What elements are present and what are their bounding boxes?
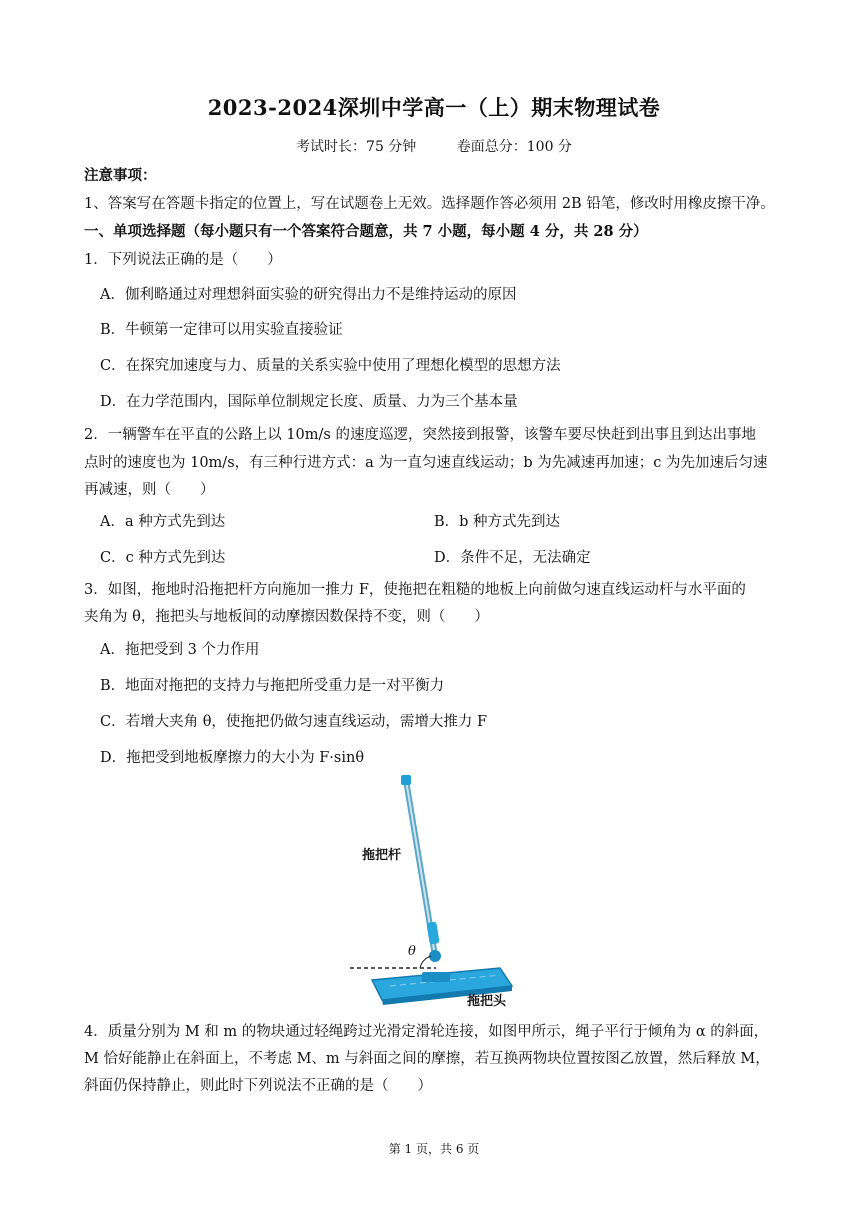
angle-theta-label: θ (408, 944, 416, 959)
question-3-stem-line-1: 3．如图，拖地时沿拖把杆方向施加一推力 F，使拖把在粗糙的地板上向前做匀速直线运动杆与水平面的 (84, 582, 746, 598)
exam-total-score: 卷面总分：100 分 (456, 139, 572, 155)
question-4-stem-line-1: 4．质量分别为 M 和 m 的物块通过轻绳跨过光滑定滑轮连接，如图甲所示，绳子平行于倾角为 α 的斜面， (84, 1024, 769, 1040)
question-2-stem-line-2: 点时的速度也为 10m/s，有三种行进方式：a 为一直匀速直线运动；b 为先减速再加速；c 为先加速后匀速 (84, 455, 768, 471)
question-3-option-b: B．地面对拖把的支持力与拖把所受重力是一对平衡力 (100, 678, 445, 694)
mop-head-label: 拖把头 (467, 994, 507, 1009)
question-3-stem-line-2: 夹角为 θ，拖把头与地板间的动摩擦因数保持不变，则（ ） (84, 609, 489, 625)
question-2-option-b: B．b 种方式先到达 (434, 514, 561, 530)
question-2-stem-line-3: 再减速，则（ ） (84, 482, 215, 498)
question-2-option-a: A．a 种方式先到达 (100, 514, 226, 530)
mop-illustration (350, 772, 530, 1012)
question-4-stem-line-2: M 恰好能静止在斜面上，不考虑 M、m 与斜面之间的摩擦，若互换两物块位置按图乙放置，然后释放 M， (84, 1051, 770, 1067)
question-3-option-c: C．若增大夹角 θ，使拖把仍做匀速直线运动，需增大推力 F (100, 714, 488, 730)
question-2-option-d: D．条件不足，无法确定 (434, 550, 591, 566)
question-1-option-d: D．在力学范围内，国际单位制规定长度、质量、力为三个基本量 (100, 394, 518, 410)
question-3-option-a: A．拖把受到 3 个力作用 (100, 642, 260, 658)
exam-duration: 考试时长：75 分钟 (296, 139, 417, 155)
question-1-option-b: B．牛顿第一定律可以用实验直接验证 (100, 322, 343, 338)
notes-heading: 注意事项： (84, 167, 157, 184)
page-footer: 第 1 页，共 6 页 (388, 1142, 480, 1156)
question-3-option-d: D．拖把受到地板摩擦力的大小为 F·sinθ (100, 750, 365, 766)
notes-item-1: 1、答案写在答题卡指定的位置上，写在试题卷上无效。选择题作答必须用 2B 铅笔，修改时用橡皮擦干净。 (84, 196, 775, 212)
mop-figure (350, 772, 530, 1012)
question-1-stem: 1．下列说法正确的是（ ） (84, 252, 282, 268)
exam-info (0, 136, 868, 156)
question-2-option-c: C．c 种方式先到达 (100, 550, 226, 566)
question-4-stem-line-3: 斜面仍保持静止，则此时下列说法不正确的是（ ） (84, 1078, 432, 1094)
section-heading: 一、单项选择题（每小题只有一个答案符合题意，共 7 小题，每小题 4 分，共 28 分） (84, 223, 648, 240)
mop-rod-label: 拖把杆 (362, 848, 402, 863)
question-1-option-a: A．伽利略通过对理想斜面实验的研究得出力不是维持运动的原因 (100, 287, 517, 303)
question-1-option-c: C．在探究加速度与力、质量的关系实验中使用了理想化模型的思想方法 (100, 358, 561, 374)
question-2-stem-line-1: 2．一辆警车在平直的公路上以 10m/s 的速度巡逻，突然接到报警，该警车要尽快赶到出事且到达出事地 (84, 427, 756, 443)
page-title: 2023-2024深圳中学高一（上）期末物理试卷 (207, 95, 661, 120)
